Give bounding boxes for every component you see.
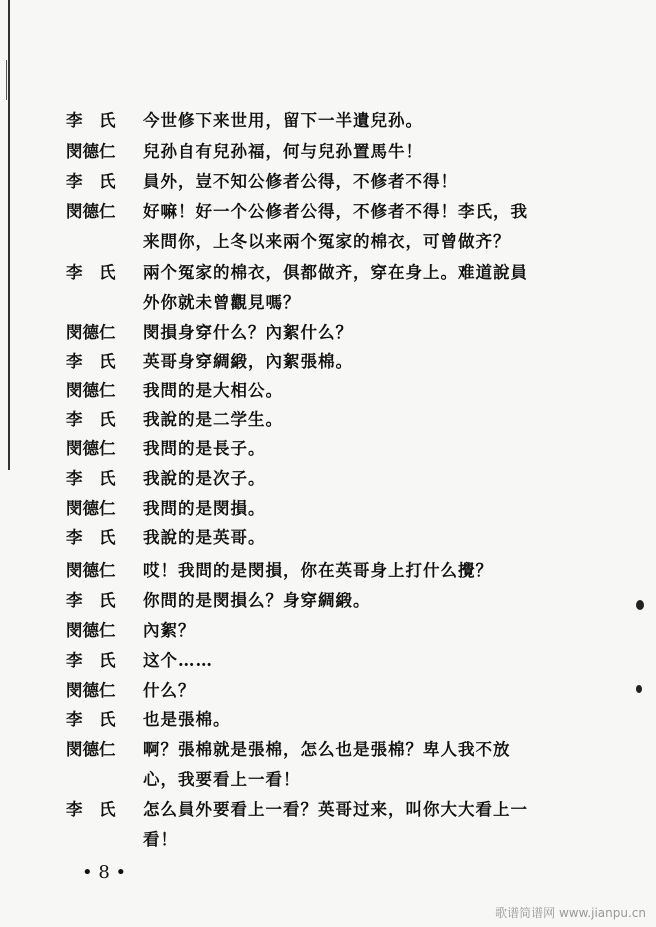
page-number: • 8 • (82, 862, 127, 883)
speaker-name: 閔德仁 (66, 561, 116, 580)
speech-line: 哎！我問的是閔損，你在英哥身上打什么攪？ (143, 561, 493, 580)
speaker-name: 李 氏 (66, 710, 116, 729)
dialogue-entry (66, 586, 371, 616)
speech-text (143, 434, 266, 464)
dialogue-entry (66, 167, 458, 197)
dialogue-entry (66, 646, 213, 676)
scan-margin-line (6, 60, 7, 100)
speech-line: 好嘛！好一个公修者公得，不修者不得！李氏，我 (143, 202, 528, 221)
speech-line: 我問的是大相公。 (143, 381, 283, 400)
speaker-name: 李 氏 (66, 111, 116, 130)
speech-text (143, 556, 493, 586)
speech-text (143, 464, 266, 494)
speaker-name: 閔德仁 (66, 439, 116, 458)
scan-speck (636, 685, 642, 693)
dialogue-entry (66, 523, 266, 553)
speech-line: 这个…… (143, 651, 213, 670)
scan-speck (636, 600, 644, 610)
dialogue-entry (66, 318, 353, 348)
speech-text (143, 167, 458, 197)
speech-line: 今世修下来世用，留下一半遺兒孙。 (143, 111, 423, 130)
speaker-name: 閔德仁 (66, 681, 116, 700)
dialogue-entry (66, 137, 423, 167)
dialogue-entry (66, 197, 528, 257)
scan-margin-line (8, 0, 10, 470)
speaker-name: 閔德仁 (66, 142, 116, 161)
speech-line: 閔損身穿什么？內絮什么？ (143, 323, 353, 342)
speaker-name: 閔德仁 (66, 740, 116, 759)
dialogue-entry (66, 376, 283, 406)
speech-line: 兩个冤家的棉衣，俱都做齐，穿在身上。难道說員 (143, 263, 528, 282)
speech-text (143, 616, 196, 646)
speaker-name: 閔德仁 (66, 202, 116, 221)
speech-text (143, 258, 528, 318)
dialogue-entry (66, 735, 511, 795)
speech-text (143, 676, 196, 706)
speech-line: 我說的是次子。 (143, 469, 266, 488)
speech-line: 看！ (143, 830, 178, 849)
speaker-name: 李 氏 (66, 800, 116, 819)
speech-text (143, 586, 371, 616)
speech-text (143, 137, 423, 167)
speaker-name: 閔德仁 (66, 381, 116, 400)
speaker-name: 李 氏 (66, 469, 116, 488)
speaker-name: 閔德仁 (66, 499, 116, 518)
dialogue-entry (66, 705, 231, 735)
speech-line: 啊？張棉就是張棉，怎么也是張棉？卑人我不放 (143, 740, 511, 759)
speaker-name: 李 氏 (66, 172, 116, 191)
speech-line: 我說的是二学生。 (143, 410, 283, 429)
speech-line: 內絮？ (143, 621, 196, 640)
speech-line: 英哥身穿綢緞，內絮張棉。 (143, 352, 353, 371)
speech-line: 兒孙自有兒孙福，何与兒孙置馬牛！ (143, 142, 423, 161)
dialogue-entry (66, 405, 283, 435)
speaker-name: 李 氏 (66, 591, 116, 610)
speech-text (143, 735, 511, 795)
speaker-name: 李 氏 (66, 528, 116, 547)
speaker-name: 李 氏 (66, 352, 116, 371)
dialogue-entry (66, 434, 266, 464)
speech-text (143, 646, 213, 676)
speech-text (143, 494, 266, 524)
speech-text (143, 795, 528, 855)
dialogue-entry (66, 795, 528, 855)
speech-line: 心，我要看上一看！ (143, 770, 301, 789)
speech-text (143, 197, 528, 257)
speech-line: 我問的是閔損。 (143, 499, 266, 518)
speaker-name: 閔德仁 (66, 621, 116, 640)
speech-line: 我問的是長子。 (143, 439, 266, 458)
dialogue-entry (66, 616, 196, 646)
speech-line: 外你就未曾觀見嗎？ (143, 293, 301, 312)
speech-text (143, 405, 283, 435)
speech-text (143, 376, 283, 406)
speech-line: 怎么員外要看上一看？英哥过来，叫你大大看上一 (143, 800, 528, 819)
speech-line: 什么？ (143, 681, 196, 700)
speech-line: 我說的是英哥。 (143, 528, 266, 547)
speech-line: 也是張棉。 (143, 710, 231, 729)
watermark: 歌谱简谱网 www.jianpu.cn (495, 906, 646, 920)
dialogue-entry (66, 106, 423, 136)
dialogue-entry (66, 464, 266, 494)
speaker-name: 閔德仁 (66, 323, 116, 342)
dialogue-entry (66, 494, 266, 524)
speaker-name: 李 氏 (66, 651, 116, 670)
speech-line: 来問你，上冬以来兩个冤家的棉衣，可曾做齐？ (143, 232, 511, 251)
dialogue-entry (66, 556, 493, 586)
speaker-name: 李 氏 (66, 410, 116, 429)
speech-text (143, 705, 231, 735)
speech-text (143, 318, 353, 348)
speech-text (143, 347, 353, 377)
speaker-name: 李 氏 (66, 263, 116, 282)
speech-text (143, 106, 423, 136)
speech-text (143, 523, 266, 553)
dialogue-entry (66, 676, 196, 706)
speech-line: 你問的是閔損么？身穿綢緞。 (143, 591, 371, 610)
speech-line: 員外，豈不知公修者公得，不修者不得！ (143, 172, 458, 191)
dialogue-entry (66, 258, 528, 318)
dialogue-entry (66, 347, 353, 377)
